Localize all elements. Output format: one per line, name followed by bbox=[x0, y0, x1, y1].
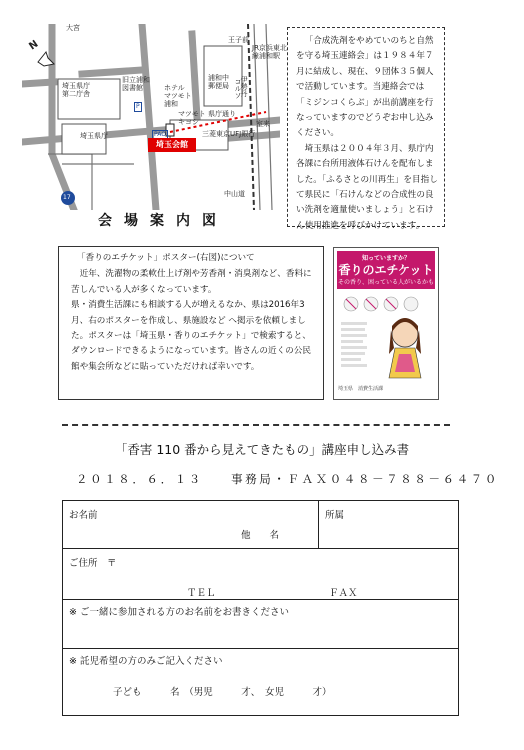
form-divider-1 bbox=[63, 548, 458, 549]
map-label-ojimae: 王子前 bbox=[228, 36, 249, 44]
name-field-label[interactable]: お名前 bbox=[69, 510, 98, 521]
application-form-title: 「香害 110 番から見えてきたもの」講座申し込み書 bbox=[114, 442, 410, 457]
group-info-paragraph-1: 「合成洗剤をやめていのちと自然を守る埼玉連絡会」は１９８４年７月に結成し、現在、９団体３５個人で活動しています。当連絡会では「ミジンコくらぶ」が出前講座を行なっていますのでどうぞお申し込みください。 bbox=[296, 36, 434, 139]
form-divider-vertical bbox=[318, 501, 319, 548]
map-label-matsumoto: マツモト キヨシ bbox=[178, 110, 206, 126]
affiliation-field-label[interactable]: 所属 bbox=[325, 510, 345, 521]
map-label-library: 旧立浦和 図書館 bbox=[122, 76, 150, 92]
map-label-corso: コルソ bbox=[234, 78, 242, 99]
fragrance-poster-image bbox=[333, 247, 439, 400]
form-date-fax: ２０１８．６．１３ 事務局・ＦＡＸ０４８－７８８－６４７０ bbox=[76, 472, 499, 486]
parking-icon: P bbox=[136, 103, 140, 110]
fragrance-paragraph-2: 県・消費生活課にも相談する人が増えるなか、県は2016年3月、右のポスターを作成し、県施設など へ掲示を依頼しました。ポスターは「埼玉県・香りのエチケット」で検索すると、ダウンロードできるようになっています。皆さんの近くの公民館や集会所などに貼っていただければ幸いです。 bbox=[71, 300, 311, 372]
venue-marker: 埼玉会館 bbox=[148, 138, 196, 152]
north-arrow-icon bbox=[36, 50, 56, 68]
children-count-line[interactable]: 子ども 名 （男児 才、 女児 才） bbox=[113, 687, 332, 698]
map-label-pref-office: 埼玉県庁 bbox=[80, 132, 108, 140]
map-caption: 会場案内図 bbox=[98, 213, 228, 229]
route-17-label: 17 bbox=[63, 194, 71, 201]
form-divider-3 bbox=[63, 648, 458, 649]
map-label-muroki: 室来 bbox=[256, 120, 270, 128]
poster-illustration bbox=[337, 292, 437, 384]
poster-subtitle: その香り、困っている人がいるかも bbox=[337, 279, 434, 286]
map-label-pref-office-2: 埼玉県庁 第二庁舎 bbox=[62, 82, 90, 98]
map-label-isetan: 伊勢丹 bbox=[240, 76, 248, 97]
fax-field-label[interactable]: ＦＡＸ bbox=[329, 588, 358, 599]
application-form bbox=[62, 500, 459, 716]
map-label-omiya: 大宮 bbox=[66, 24, 80, 32]
map-label-bank: 三菱東京UFJ銀行 bbox=[202, 130, 256, 138]
poster-header bbox=[337, 251, 435, 289]
group-info-box bbox=[287, 27, 445, 231]
map-label-nakasendo: 中山道 bbox=[224, 190, 245, 198]
fragrance-paragraph-1: 近年、洗濯物の柔軟仕上げ剤や芳香剤・消臭剤など、香料に苦しんでいる人が多くなっています。 bbox=[71, 269, 312, 295]
map-label-hotel: ホテル マツモト 浦和 bbox=[164, 84, 192, 108]
fragrance-box-title: 「香りのエチケット」ポスター(右図)について bbox=[77, 253, 255, 263]
pao-badge: PAO bbox=[154, 131, 166, 138]
poster-footer: 埼玉県 消費生活課 bbox=[338, 386, 384, 392]
cut-line bbox=[62, 424, 450, 426]
childcare-field-label[interactable]: ※ 託児希望の方のみご記入ください bbox=[69, 656, 223, 667]
map-drawing bbox=[22, 24, 280, 210]
companions-field-label[interactable]: ※ ご一緒に参加される方のお名前をお書きください bbox=[69, 607, 289, 618]
north-indicator: N bbox=[27, 38, 41, 53]
others-count-label[interactable]: 他 名 bbox=[241, 530, 280, 541]
form-divider-2 bbox=[63, 599, 458, 600]
address-field-label[interactable]: ご住所 〒 bbox=[69, 558, 117, 569]
map-label-kencho-dori: 県庁通り bbox=[208, 110, 236, 118]
map-label-post-office: 浦和中 郵便局 bbox=[208, 74, 229, 90]
poster-title: 香りのエチケット bbox=[338, 263, 434, 277]
group-info-paragraph-2: 埼玉県は２００４年３月、県庁内各課に台所用液体石けんを配布しました。「ふるさとの川再生」を目指して県民に「石けんなどの合成性の良い洗剤を適量使いましょう」と石けん使用推進を呼びかけています。 bbox=[296, 143, 438, 231]
venue-map bbox=[22, 24, 287, 210]
poster-question: 知っていますか？ bbox=[361, 255, 410, 262]
tel-field-label[interactable]: ＴＥＬ bbox=[187, 588, 216, 599]
map-label-urawa-station: JR京浜東北 線浦和駅 bbox=[252, 44, 287, 60]
fragrance-etiquette-box bbox=[58, 246, 324, 400]
